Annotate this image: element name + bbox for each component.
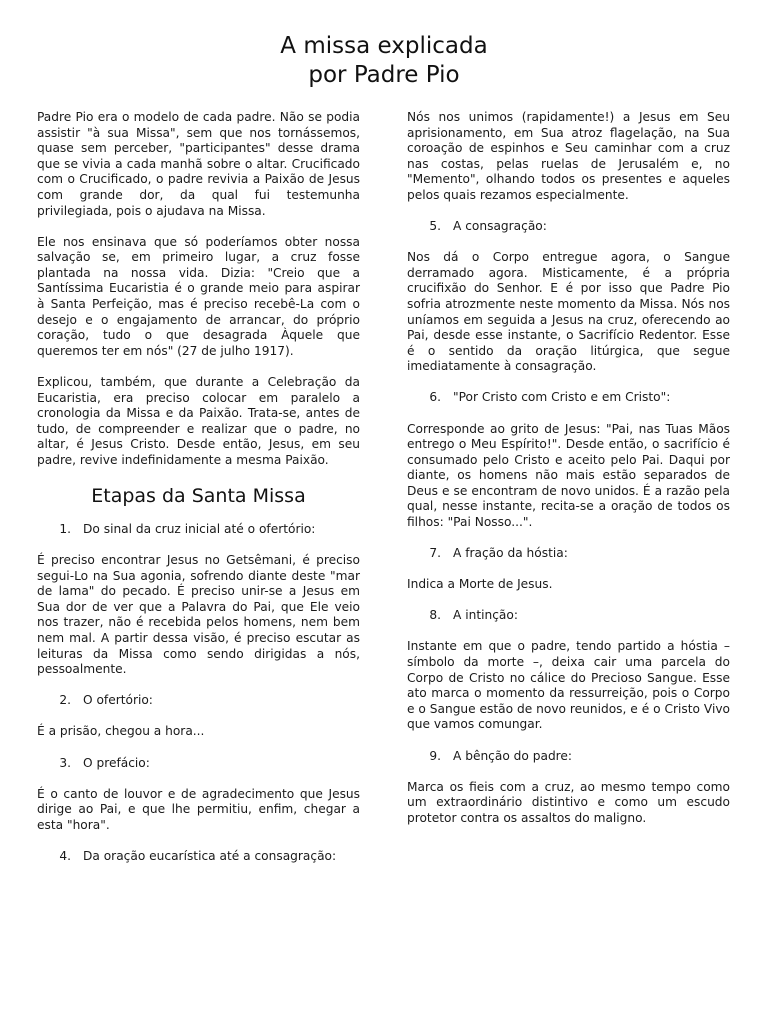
left-column [37, 110, 360, 880]
step-2-text: É a prisão, chegou a hora... [37, 724, 205, 739]
step-6-heading [407, 390, 730, 406]
step-2-heading [37, 693, 360, 709]
step-title: A consagração: [453, 219, 547, 234]
page-title [0, 32, 768, 90]
intro-paragraph-3: Explicou, também, que durante a Celebração da Eucaristia, era preciso colocar em paralelo a cronologia da Missa e da Paixão. Trata-se, antes de tudo, de compreender e realizar que o padre, no altar, é Jesus Cristo. Desde então, Jesus, em seu padre, revive indefinidamente a mesma Paixão. [37, 374, 360, 467]
intro-paragraph-2: Ele nos ensinava que só poderíamos obter nossa salvação se, em primeiro lugar, a cruz fosse plantada na nossa vida. Dizia: "Creio que a Santíssima Eucaristia é o grande meio para aspirar à Santa Perfeição, mas é preciso recebê-La com o desejo e o engajamento de arrancar, do próprio coração, tudo o que desagrada Àquele que queremos ter em nós" (27 de julho 1917). [37, 234, 360, 358]
step-number: 5. [429, 219, 441, 234]
step-number: 3. [59, 755, 71, 770]
step-3-heading [37, 756, 360, 772]
step-number: 7. [429, 546, 441, 561]
step-5-text: Nos dá o Corpo entregue agora, o Sangue derramado agora. Misticamente, é a própria crucifixão do Senhor. E é por isso que Padre Pio sofria atrozmente neste momento da Missa. Nós nos uníamos em seguida a Jesus na cruz, oferecendo ao Pai, desde esse instante, o Sacrifício Redentor. Esse é o sentido da oração litúrgica, que segue imediatamente à consagração. [407, 250, 730, 374]
step-8-heading [407, 608, 730, 624]
step-number: 8. [429, 608, 441, 623]
step-title: O prefácio: [83, 755, 150, 770]
step-5-heading [407, 219, 730, 235]
intro-paragraph-1: Padre Pio era o modelo de cada padre. Não se podia assistir "à sua Missa", sem que nos tornássemos, quase sem perceber, "participantes" desse drama que se vivia a cada manhã sobre o altar. Crucificado com o Crucificado, o padre revivia a Paixão de Jesus com grande dor, da qual fui testemunha privilegiada, pois o ajudava na Missa. [37, 110, 360, 218]
step-title: Do sinal da cruz inicial até o ofertório: [83, 521, 316, 536]
step-8-text: Instante em que o padre, tendo partido a hóstia – símbolo da morte –, deixa cair uma parcela do Corpo de Cristo no cálice do Precioso Sangue. Esse ato marca o momento da ressurreição, pois o Corpo e o Sangue estão de novo reunidos, e é o Cristo Vivo que vamos comungar. [407, 639, 730, 732]
step-title: A intinção: [453, 608, 518, 623]
step-number: 9. [429, 748, 441, 763]
section-title: Etapas da Santa Missa [91, 484, 306, 507]
step-number: 1. [59, 521, 71, 536]
step-title: A bênção do padre: [453, 748, 573, 763]
step-number: 6. [429, 390, 441, 405]
step-3-text: É o canto de louvor e de agradecimento que Jesus dirige ao Pai, e que lhe permitiu, enfim, chegar a esta "hora". [37, 786, 360, 832]
step-1-heading [37, 522, 360, 538]
step-title: Da oração eucarística até a consagração: [83, 848, 337, 863]
right-column [407, 110, 730, 842]
step-7-text: Indica a Morte de Jesus. [407, 577, 553, 592]
step-title: A fração da hóstia: [453, 546, 568, 561]
title-line-2: por Padre Pio [308, 62, 460, 88]
step-6-text: Corresponde ao grito de Jesus: "Pai, nas Tuas Mãos entrego o Meu Espírito!". Desde então, o sacrifício é consumado pelo Cristo e aceito pelo Pai. Daqui por diante, os homens não mais estão separados de Deus e se encontram de novo unidos. É a razão pela qual, nesse instante, recita-se a oração de todos os filhos: "Pai Nosso...". [407, 421, 730, 530]
step-number: 4. [59, 848, 71, 863]
step-title: "Por Cristo com Cristo e em Cristo": [453, 390, 671, 405]
step-title: O ofertório: [83, 693, 153, 708]
step-4-text: Nós nos unimos (rapidamente!) a Jesus em Seu aprisionamento, em Sua atroz flagelação, na Sua coroação de espinhos e Seu caminhar com a cruz nas costas, pelas ruelas de Jerusalém e, no "Memento", olhando todos os presentes e aqueles pelos quais rezamos especialmente. [407, 110, 730, 202]
step-9-text: Marca os fieis com a cruz, ao mesmo tempo como um extraordinário distintivo e como um escudo protetor contra os assaltos do maligno. [407, 779, 730, 825]
step-9-heading [407, 749, 730, 765]
step-7-heading [407, 546, 730, 562]
step-4-heading [37, 849, 360, 865]
step-number: 2. [59, 693, 71, 708]
title-line-1: A missa explicada [280, 33, 488, 59]
step-1-text: É preciso encontrar Jesus no Getsêmani, é preciso segui-Lo na Sua agonia, sofrendo diante deste "mar de lama" do pecado. É preciso unir-se a Jesus em Sua dor de ver que a Palavra do Pai, que Ele veio nos trazer, não é recebida pelos homens, nem bem nem mal. A partir dessa visão, é preciso escutar as leituras da Missa como sendo dirigidas a nós, pessoalmente. [37, 553, 360, 677]
